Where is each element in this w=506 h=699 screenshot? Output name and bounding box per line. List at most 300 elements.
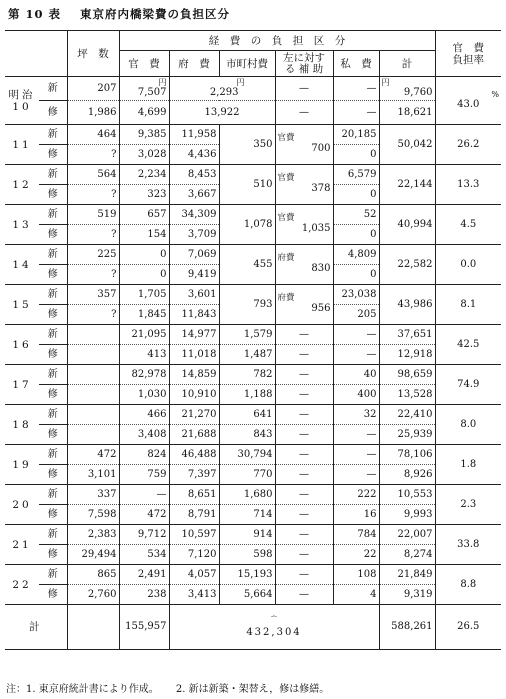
kanpi-shu: 759 (119, 465, 169, 485)
tsubo-shin: 564 (67, 165, 119, 185)
shichoson-shin: 641 (219, 405, 275, 425)
rate-cell (435, 525, 501, 565)
fuhi-shu: 11,843 (169, 305, 219, 325)
tsubo-shin (67, 365, 119, 385)
shichoson-merged: 455 (219, 245, 275, 285)
rate-cell (435, 565, 501, 605)
rate-value: 1.8 (460, 458, 477, 470)
shu-label: 修 (39, 101, 67, 125)
shichoson-merged: 793 (219, 285, 275, 325)
footnote-2: 2. 新は新築・架替え，修は修繕。 (175, 684, 330, 695)
table-row (5, 465, 501, 485)
fuhi-shu: 7,120 (169, 545, 219, 565)
shihi-shin: — (333, 77, 379, 101)
fuhi-shu: 9,419 (169, 265, 219, 285)
shichoson-shu: 5,664 (219, 585, 275, 605)
shin-label: 新 (39, 405, 67, 425)
kanpi-value: 1,705 (137, 288, 167, 300)
yen-unit: 円 (381, 77, 390, 87)
shichoson-merged: 1,078 (219, 205, 275, 245)
kanpi-value: 824 (147, 448, 167, 460)
row-year: 明治10 (5, 77, 39, 125)
tsubo-shin (67, 325, 119, 345)
taisuru-merged (275, 245, 333, 285)
kanpi-value: 466 (147, 408, 167, 420)
kei-shin (379, 325, 435, 345)
shihi-shu: 16 (333, 505, 379, 525)
tsubo-shin: 357 (67, 285, 119, 305)
row-year: 15 (5, 285, 39, 325)
kei-shin (379, 525, 435, 545)
shihi-shu: 0 (333, 185, 379, 205)
fuhi-shu: 3,709 (169, 225, 219, 245)
shin-label: 新 (39, 285, 67, 305)
shihi-shu: — (333, 345, 379, 365)
taisuru-label: 府費 (277, 293, 295, 303)
header-taisuru-line1: 左に対す (283, 51, 325, 64)
kei-value: 22,410 (397, 408, 433, 420)
bridge-cost-table (5, 30, 501, 650)
rate-value: 0.0 (460, 258, 477, 270)
shihi-shu: — (333, 465, 379, 485)
shu-label: 修 (39, 505, 67, 525)
rate-value: 8.0 (460, 418, 477, 430)
shihi-shin: 40 (333, 365, 379, 385)
table-title (8, 6, 230, 22)
kei-value: 78,106 (397, 448, 433, 460)
kanpi-shu: 154 (119, 225, 169, 245)
row-year: 19 (5, 445, 39, 485)
kei-shin (379, 565, 435, 585)
kei-merged: 22,144 (379, 165, 435, 205)
rate-value: 13.3 (457, 178, 480, 190)
shihi-shu: 22 (333, 545, 379, 565)
shichoson-merged: 510 (219, 165, 275, 205)
kanpi-shin (119, 485, 169, 505)
fuhi-shin: 4,057 (169, 565, 219, 585)
taisuru-merged (275, 285, 333, 325)
rate-cell (435, 405, 501, 445)
shu-label: 修 (39, 265, 67, 285)
taisuru-shu: — (275, 345, 333, 365)
row-year: 12 (5, 165, 39, 205)
taisuru-merged (275, 165, 333, 205)
taisuru-shin: — (275, 365, 333, 385)
kei-value: 10,553 (397, 488, 433, 500)
rate-cell (435, 125, 501, 165)
kanpi-value: 7,507 (137, 86, 167, 98)
table-row (5, 205, 501, 225)
kanpi-shin (119, 245, 169, 265)
tsubo-shu (67, 425, 119, 445)
taisuru-shu: — (275, 585, 333, 605)
shihi-shin: 222 (333, 485, 379, 505)
kanpi-shin (119, 285, 169, 305)
kei-shin (379, 445, 435, 465)
shin-label: 新 (39, 325, 67, 345)
kanpi-shin (119, 565, 169, 585)
shichoson-shu: 1,487 (219, 345, 275, 365)
kanpi-shu: 534 (119, 545, 169, 565)
shu-label: 修 (39, 425, 67, 445)
table-row (5, 365, 501, 385)
tsubo-shu: 3,101 (67, 465, 119, 485)
yen-unit: 円 (158, 77, 167, 87)
kei-value: 22,007 (397, 528, 433, 540)
taisuru-shin: — (275, 77, 333, 101)
header-rate-line1: 官 費 (452, 41, 485, 54)
header-kei: 計 (379, 51, 435, 77)
shin-label: 新 (39, 205, 67, 225)
kei-shu: 12,918 (379, 345, 435, 365)
rate-value: 26.2 (457, 138, 480, 150)
kanpi-value: 21,095 (131, 328, 167, 340)
shihi-shu: — (333, 101, 379, 125)
total-row (5, 605, 501, 650)
tsubo-shu: ? (67, 305, 119, 325)
shichoson-shu: 1,188 (219, 385, 275, 405)
tsubo-shu (67, 345, 119, 365)
taisuru-shin: — (275, 565, 333, 585)
fuhi-shin: 8,651 (169, 485, 219, 505)
kanpi-shin (119, 325, 169, 345)
kei-shin (379, 365, 435, 385)
shihi-shin: 32 (333, 405, 379, 425)
fuhi-shin: 11,958 (169, 125, 219, 145)
kanpi-shin (119, 405, 169, 425)
taisuru-label: 官費 (277, 213, 295, 223)
shichoson-shin: 1,680 (219, 485, 275, 505)
kanpi-shin (119, 77, 169, 101)
shihi-shu: 0 (333, 225, 379, 245)
fuhi-shin (169, 77, 275, 101)
taisuru-shin: — (275, 525, 333, 545)
header-taisuru (275, 51, 333, 77)
tsubo-shin: 225 (67, 245, 119, 265)
header-fuhi: 府 費 (169, 51, 219, 77)
taisuru-label: 官費 (277, 133, 295, 143)
kei-merged: 22,582 (379, 245, 435, 285)
shin-label: 新 (39, 445, 67, 465)
fuhi-shu: 10,910 (169, 385, 219, 405)
table-row (5, 585, 501, 605)
kanpi-value: — (156, 488, 167, 500)
tsubo-shu: 1,986 (67, 101, 119, 125)
taisuru-label: 官費 (277, 173, 295, 183)
rate-cell (435, 205, 501, 245)
fuhi-shin: 3,601 (169, 285, 219, 305)
taisuru-shu: — (275, 425, 333, 445)
table-row (5, 345, 501, 365)
row-year: 20 (5, 485, 39, 525)
fuhi-shu: 3,413 (169, 585, 219, 605)
fuhi-shu: 13,922 (169, 101, 275, 125)
shichoson-shu: 843 (219, 425, 275, 445)
shichoson-shin: 782 (219, 365, 275, 385)
tsubo-shin (67, 405, 119, 425)
tsubo-shin: 207 (67, 77, 119, 101)
table-row (5, 245, 501, 265)
header-tsubo: 坪 数 (67, 31, 119, 77)
kei-value: 98,659 (397, 368, 433, 380)
table-row (5, 385, 501, 405)
table-row (5, 505, 501, 525)
total-others-value: 432,304 (246, 627, 302, 638)
shin-label: 新 (39, 485, 67, 505)
table-row (5, 545, 501, 565)
fuhi-shin: 14,859 (169, 365, 219, 385)
tsubo-shu: ? (67, 225, 119, 245)
tsubo-shu: ? (67, 145, 119, 165)
fuhi-shu: 21,688 (169, 425, 219, 445)
kei-merged: 40,994 (379, 205, 435, 245)
rate-value: 4.5 (460, 218, 477, 230)
footnote (6, 680, 343, 695)
header-keihi: 経 費 の 負 担 区 分 (119, 31, 435, 51)
rate-cell (435, 485, 501, 525)
shihi-shu: 0 (333, 265, 379, 285)
rate-cell (435, 285, 501, 325)
kanpi-shu: 1,030 (119, 385, 169, 405)
shin-label: 新 (39, 245, 67, 265)
fuhi-shu: 8,791 (169, 505, 219, 525)
kanpi-shin (119, 445, 169, 465)
kei-shu: 13,528 (379, 385, 435, 405)
table-row (5, 77, 501, 101)
taisuru-shin: — (275, 405, 333, 425)
taisuru-shin: — (275, 445, 333, 465)
shihi-shin: — (333, 445, 379, 465)
fuhi-shin: 10,597 (169, 525, 219, 545)
shu-label: 修 (39, 185, 67, 205)
taisuru-value: 830 (311, 263, 331, 274)
fuhi-shu: 7,397 (169, 465, 219, 485)
header-shihi: 私 費 (333, 51, 379, 77)
tsubo-shin: 464 (67, 125, 119, 145)
table-number: 第 10 表 (8, 7, 62, 21)
shu-label: 修 (39, 305, 67, 325)
taisuru-value: 1,035 (301, 223, 331, 234)
rate-cell (435, 165, 501, 205)
taisuru-value: 700 (311, 143, 331, 154)
tsubo-shin: 2,383 (67, 525, 119, 545)
shu-label: 修 (39, 345, 67, 365)
kei-shu: 9,993 (379, 505, 435, 525)
kanpi-value: 0 (160, 248, 167, 260)
shu-label: 修 (39, 465, 67, 485)
shihi-shin: 784 (333, 525, 379, 545)
shihi-shin: 20,185 (333, 125, 379, 145)
tsubo-shu (67, 385, 119, 405)
rate-cell (435, 77, 501, 125)
taisuru-shu: — (275, 385, 333, 405)
row-year: 22 (5, 565, 39, 605)
kei-shin (379, 485, 435, 505)
kei-shin (379, 405, 435, 425)
tsubo-shin: 865 (67, 565, 119, 585)
fuhi-shin: 8,453 (169, 165, 219, 185)
taisuru-merged (275, 205, 333, 245)
kanpi-value: 2,234 (137, 168, 167, 180)
shihi-shin: 6,579 (333, 165, 379, 185)
total-rate: 26.5 (435, 605, 501, 650)
table-row (5, 445, 501, 465)
taisuru-shu: — (275, 505, 333, 525)
taisuru-label: 府費 (277, 253, 295, 263)
shin-label: 新 (39, 77, 67, 101)
shichoson-shu: 770 (219, 465, 275, 485)
shihi-shin: 108 (333, 565, 379, 585)
rate-value: 33.8 (457, 538, 480, 550)
kanpi-value: 657 (147, 208, 167, 220)
taisuru-shu: — (275, 465, 333, 485)
shihi-shu: 0 (333, 145, 379, 165)
row-year: 17 (5, 365, 39, 405)
shihi-shin: 4,809 (333, 245, 379, 265)
shihi-shin: 52 (333, 205, 379, 225)
fuhi-shin: 34,309 (169, 205, 219, 225)
fuhi-shin: 7,069 (169, 245, 219, 265)
tsubo-shu: 2,760 (67, 585, 119, 605)
kei-shu: 25,939 (379, 425, 435, 445)
rate-value: 8.1 (460, 298, 477, 310)
shihi-shu: 205 (333, 305, 379, 325)
tsubo-shu: 29,494 (67, 545, 119, 565)
pct-unit: % (491, 89, 500, 99)
table-row (5, 425, 501, 445)
kei-value: 9,760 (403, 86, 433, 98)
fuhi-shin: 21,270 (169, 405, 219, 425)
kanpi-shin (119, 525, 169, 545)
table-row (5, 405, 501, 425)
rate-value: 43.0 (457, 98, 480, 110)
kanpi-shu: 1,845 (119, 305, 169, 325)
row-year: 13 (5, 205, 39, 245)
rate-value: 2.3 (460, 498, 477, 510)
kanpi-shu: 4,699 (119, 101, 169, 125)
kanpi-shu: 0 (119, 265, 169, 285)
kanpi-value: 82,978 (131, 368, 167, 380)
kanpi-shu: 3,028 (119, 145, 169, 165)
header-kanpi: 官 費 (119, 51, 169, 77)
kei-merged: 50,042 (379, 125, 435, 165)
shihi-shin: 23,038 (333, 285, 379, 305)
table-row (5, 485, 501, 505)
yen-unit: 円 (236, 77, 245, 87)
total-kanpi: 155,957 (119, 605, 169, 650)
table-row (5, 285, 501, 305)
taisuru-value: 956 (311, 303, 331, 314)
taisuru-shin: — (275, 485, 333, 505)
kanpi-value: 9,385 (137, 128, 167, 140)
fuhi-shu: 4,436 (169, 145, 219, 165)
kanpi-shu: 413 (119, 345, 169, 365)
taisuru-merged (275, 125, 333, 165)
kanpi-shin (119, 205, 169, 225)
brace-icon: ⏞ (271, 616, 277, 626)
rate-value: 74.9 (457, 378, 480, 390)
shu-label: 修 (39, 225, 67, 245)
total-label: 計 (5, 605, 67, 650)
shichoson-shin: 15,193 (219, 565, 275, 585)
row-year: 11 (5, 125, 39, 165)
shin-label: 新 (39, 525, 67, 545)
kei-shu: 18,621 (379, 101, 435, 125)
total-others (169, 605, 379, 650)
kei-value: 37,651 (397, 328, 433, 340)
shihi-shu: — (333, 425, 379, 445)
rate-value: 8.8 (460, 578, 477, 590)
kanpi-value: 2,491 (137, 568, 167, 580)
row-year: 14 (5, 245, 39, 285)
shu-label: 修 (39, 545, 67, 565)
table-row (5, 101, 501, 125)
kanpi-value: 9,712 (137, 528, 167, 540)
header-rate-line2: 負担率 (452, 53, 485, 66)
header-shichoson: 市町村費 (219, 51, 275, 77)
corner-cell (5, 31, 67, 77)
tsubo-shin: 337 (67, 485, 119, 505)
total-kei: 588,261 (379, 605, 435, 650)
tsubo-shu: 7,598 (67, 505, 119, 525)
tsubo-shu: ? (67, 185, 119, 205)
shin-label: 新 (39, 165, 67, 185)
table-row (5, 165, 501, 185)
fuhi-shu: 3,667 (169, 185, 219, 205)
shin-label: 新 (39, 125, 67, 145)
taisuru-value: 378 (311, 183, 331, 194)
fuhi-shu: 11,018 (169, 345, 219, 365)
fuhi-value: 2,293 (209, 86, 239, 98)
rate-cell (435, 445, 501, 485)
shu-label: 修 (39, 585, 67, 605)
taisuru-shin: — (275, 325, 333, 345)
fuhi-shin: 14,977 (169, 325, 219, 345)
fuhi-shin: 46,488 (169, 445, 219, 465)
table-row (5, 565, 501, 585)
total-tsubo (67, 605, 119, 650)
header-taisuru-line2: る 補 助 (284, 62, 324, 75)
kei-shu: 8,926 (379, 465, 435, 485)
row-year: 21 (5, 525, 39, 565)
shichoson-shin: 30,794 (219, 445, 275, 465)
shu-label: 修 (39, 385, 67, 405)
kanpi-shu: 238 (119, 585, 169, 605)
tsubo-shu: ? (67, 265, 119, 285)
tsubo-shin: 472 (67, 445, 119, 465)
taisuru-shu: — (275, 101, 333, 125)
kanpi-shu: 323 (119, 185, 169, 205)
kei-shu: 8,274 (379, 545, 435, 565)
row-year: 18 (5, 405, 39, 445)
kanpi-shin (119, 165, 169, 185)
shihi-shu: 400 (333, 385, 379, 405)
shihi-shu: 4 (333, 585, 379, 605)
tsubo-shin: 519 (67, 205, 119, 225)
rate-cell (435, 325, 501, 365)
shichoson-shu: 714 (219, 505, 275, 525)
kei-shu: 9,319 (379, 585, 435, 605)
shichoson-shin: 1,579 (219, 325, 275, 345)
kanpi-shu: 472 (119, 505, 169, 525)
shin-label: 新 (39, 565, 67, 585)
kanpi-shin (119, 365, 169, 385)
kei-shin (379, 77, 435, 101)
rate-value: 42.5 (457, 338, 480, 350)
shin-label: 新 (39, 365, 67, 385)
shichoson-shin: 914 (219, 525, 275, 545)
rate-cell (435, 245, 501, 285)
